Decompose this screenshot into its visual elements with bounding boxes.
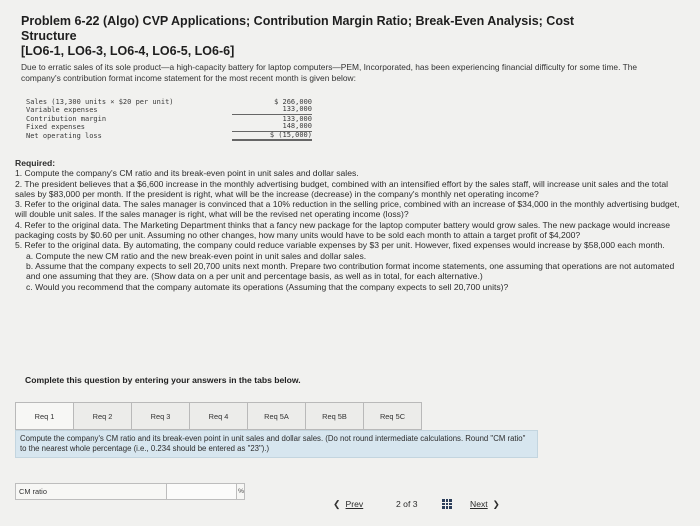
statement-amount: 148,000	[232, 123, 312, 132]
chevron-left-icon: ❮	[333, 498, 341, 509]
tab-req-2[interactable]: Req 2	[73, 402, 132, 430]
statement-amount: $ 266,000	[274, 98, 312, 106]
grid-icon[interactable]	[442, 499, 452, 509]
chevron-right-icon: ❯	[492, 498, 500, 509]
page-indicator	[396, 499, 418, 509]
cm-ratio-label: CM ratio	[19, 487, 47, 496]
required-item-4: 4. Refer to the original data. The Marketing Department thinks that a fancy new package for the laptop computer battery would grow sales. The new package would increase packaging costs by $0.60 per unit. Assuming no other changes, how many units would have to be sold each month to attain a target profit of $4,200?	[15, 219, 671, 241]
problem-title	[21, 14, 621, 59]
statement-row	[26, 106, 356, 114]
statement-amount: 133,000	[282, 114, 312, 123]
title-line-2: [LO6-1, LO6-3, LO6-4, LO6-5, LO6-6]	[21, 44, 235, 58]
tab-req-5b[interactable]: Req 5B	[305, 402, 364, 430]
statement-label: Net operating loss	[26, 131, 102, 140]
required-subitem-c: c. Would you recommend that the company automate its operations (Assuming that the company expects to sell 20,700 units)?	[26, 281, 509, 292]
statement-label: Sales (13,300 units × $20 per unit)	[26, 98, 174, 106]
complete-prompt: Complete this question by entering your answers in the tabs below.	[25, 375, 301, 385]
cm-ratio-input[interactable]	[166, 484, 236, 499]
statement-amount: 133,000	[232, 106, 312, 115]
next-button[interactable]	[470, 496, 514, 512]
tab-req-1[interactable]: Req 1	[15, 402, 74, 430]
page-of: of	[403, 499, 411, 509]
req-tabs	[15, 402, 429, 430]
required-subitem-b: b. Assume that the company expects to sell 20,700 units next month. Prepare two contribution format income statements, one assuming that operations are not automated and one assuming that they are. (Show data on a per unit and percentage basis, as well as in total, for each alternative.)	[26, 260, 675, 282]
tab-req-5a[interactable]: Req 5A	[247, 402, 306, 430]
required-item-3: 3. Refer to the original data. The sales manager is convinced that a 10% reduction in the selling price, combined with an increase of $34,000 in the monthly advertising budget, will double unit sales. If the sales manager is right, what will be the revised net operating income (loss)?	[15, 199, 680, 220]
statement-label: Variable expenses	[26, 106, 98, 115]
current-page: 2	[396, 499, 401, 509]
instructions-panel	[15, 430, 538, 458]
required-section	[15, 158, 685, 292]
tab-req-5c[interactable]: Req 5C	[363, 402, 422, 430]
statement-row	[26, 132, 356, 140]
required-item-2: 2. The president believes that a $6,600 increase in the monthly advertising budget, combined with an intensified effort by the sales staff, will increase unit sales and the total sales by $83,000 per month. If the president is right, what will be the increase (decrease) in the company's monthly net operating income?	[15, 178, 669, 199]
tab-req-3[interactable]: Req 3	[131, 402, 190, 430]
statement-label: Fixed expenses	[26, 123, 86, 132]
required-item-1: 1. Compute the company's CM ratio and its break-even point in unit sales and dollar sales.	[15, 168, 359, 179]
next-label: Next	[470, 499, 488, 509]
required-item-5: 5. Refer to the original data. By automating, the company could reduce variable expenses by $3 per unit. However, fixed expenses would increase by $58,000 each month.	[15, 240, 665, 251]
required-heading: Required:	[15, 158, 56, 168]
percent-unit: %	[236, 484, 245, 499]
intro-text: Due to erratic sales of its sole product—a high-capacity battery for laptop computers—PEM, Incorporated, has been experiencing financial difficulty for some time. The company's contribution format income statement for the most recent month is given below:	[21, 62, 638, 83]
required-subitem-a: a. Compute the new CM ratio and the new break-even point in unit sales and dollar sales.	[26, 250, 367, 261]
statement-label: Contribution margin	[26, 114, 107, 123]
instructions-text: Compute the company's CM ratio and its break-even point in unit sales and dollar sales. (Do not round intermediate calculations. Round "CM ratio" to the nearest whole percentage (i.e., 0.234 should be entered as "23").)	[20, 434, 526, 453]
cm-ratio-row	[15, 483, 245, 500]
prev-label: Prev	[345, 499, 364, 509]
statement-amount: $ (15,000)	[232, 132, 312, 141]
income-statement	[26, 98, 356, 140]
prev-button[interactable]	[333, 496, 387, 512]
total-pages: 3	[412, 499, 418, 509]
title-line-1: Problem 6-22 (Algo) CVP Applications; Contribution Margin Ratio; Break-Even Analysis; Cost Structure	[21, 14, 575, 43]
tab-req-4[interactable]: Req 4	[189, 402, 248, 430]
